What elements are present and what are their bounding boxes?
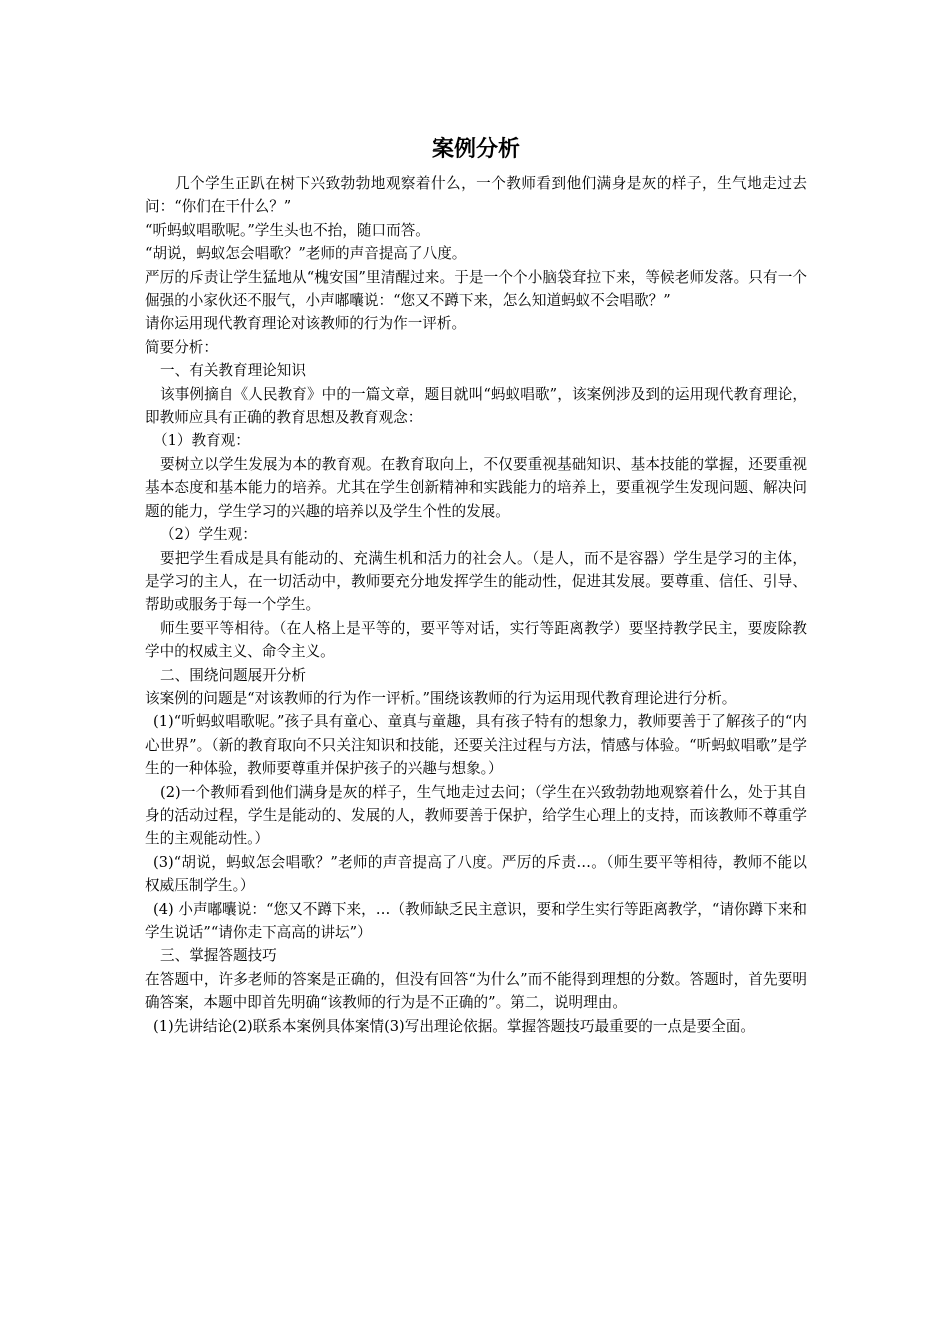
paragraph: (2)一个教师看到他们满身是灰的样子，生气地走过去问；（学生在兴致勃勃地观察着什么，处于其自身的活动过程，学生是能动的、发展的人，教师要善于保护，给学生心理上的支持，而该教师不尊重学生的主观能动性。） (145, 783, 807, 848)
paragraph: 三、掌握答题技巧 (160, 947, 277, 965)
paragraph: 二、围绕问题展开分析 (160, 666, 306, 684)
paragraph: 该事例摘自《人民教育》中的一篇文章，题目就叫“蚂蚁唱歌”，该案例涉及到的运用现代教育理论，即教师应具有正确的教育思想及教育观念： (145, 385, 807, 427)
paragraph: 要把学生看成是具有能动的、充满生机和活力的社会人。（是人，而不是容器）学生是学习的主体，是学习的主人，在一切活动中，教师要充分地发挥学生的能动性，促进其发展。要尊重、信任、引导、帮助或服务于每一个学生。 (145, 549, 807, 614)
document-body (145, 172, 807, 1038)
paragraph: 师生要平等相待。（在人格上是平等的，要平等对话，实行等距离教学）要坚持教学民主，要废除教学中的权威主义、命令主义。 (145, 619, 807, 661)
paragraph: 该案例的问题是“对该教师的行为作一评析。”围绕该教师的行为运用现代教育理论进行分析。 (145, 689, 737, 707)
paragraph: 简要分析： (145, 338, 218, 356)
paragraph: (1)先讲结论(2)联系本案例具体案情(3)写出理论依据。掌握答题技巧最重要的一点是要全面。 (153, 1017, 755, 1035)
paragraph: 请你运用现代教育理论对该教师的行为作一评析。 (145, 315, 467, 333)
paragraph: (1)“听蚂蚁唱歌呢。”孩子具有童心、童真与童趣，具有孩子特有的想象力，教师要善于了解孩子的“内心世界”。（新的教育取向不只关注知识和技能，还要关注过程与方法，情感与体验。“听蚂蚁唱歌”是学生的一种体验，教师要尊重并保护孩子的兴趣与想象。） (145, 713, 807, 778)
document-title: 案例分析 (431, 137, 520, 162)
paragraph: (3)“胡说，蚂蚁怎会唱歌？”老师的声音提高了八度。严厉的斥责…。（师生要平等相待，教师不能以权威压制学生。） (145, 853, 807, 895)
paragraph: （1）教育观： (153, 432, 250, 450)
paragraph: 在答题中，许多老师的答案是正确的，但没有回答“为什么”而不能得到理想的分数。答题时，首先要明确答案，本题中即首先明确“该教师的行为是不正确的”。第二，说明理由。 (145, 970, 807, 1012)
paragraph: （2）学生观： (160, 526, 257, 544)
document-page (145, 130, 807, 1038)
paragraph: 一、有关教育理论知识 (160, 362, 306, 380)
paragraph: 要树立以学生发展为本的教育观。在教育取向上，不仅要重视基础知识、基本技能的掌握，还要重视基本态度和基本能力的培养。尤其在学生创新精神和实践能力的培养上，要重视学生发现问题、解决问题的能力，学生学习的兴趣的培养以及学生个性的发展。 (145, 455, 807, 520)
paragraph: “胡说，蚂蚁怎会唱歌？”老师的声音提高了八度。 (145, 245, 467, 263)
paragraph: 严厉的斥责让学生猛地从“槐安国”里清醒过来。于是一个个小脑袋耷拉下来，等候老师发落。只有一个倔强的小家伙还不服气，小声嘟囔说：“您又不蹲下来，怎么知道蚂蚁不会唱歌？” (145, 268, 807, 310)
paragraph: (4) 小声嘟囔说：“您又不蹲下来，…（教师缺乏民主意识，要和学生实行等距离教学，“请你蹲下来和学生说话”“请你走下高高的讲坛”） (145, 900, 807, 941)
paragraph: “听蚂蚁唱歌呢。”学生头也不抬，随口而答。 (145, 221, 430, 239)
paragraph: 几个学生正趴在树下兴致勃勃地观察着什么，一个教师看到他们满身是灰的样子，生气地走过去问：“你们在干什么？” (145, 175, 807, 216)
